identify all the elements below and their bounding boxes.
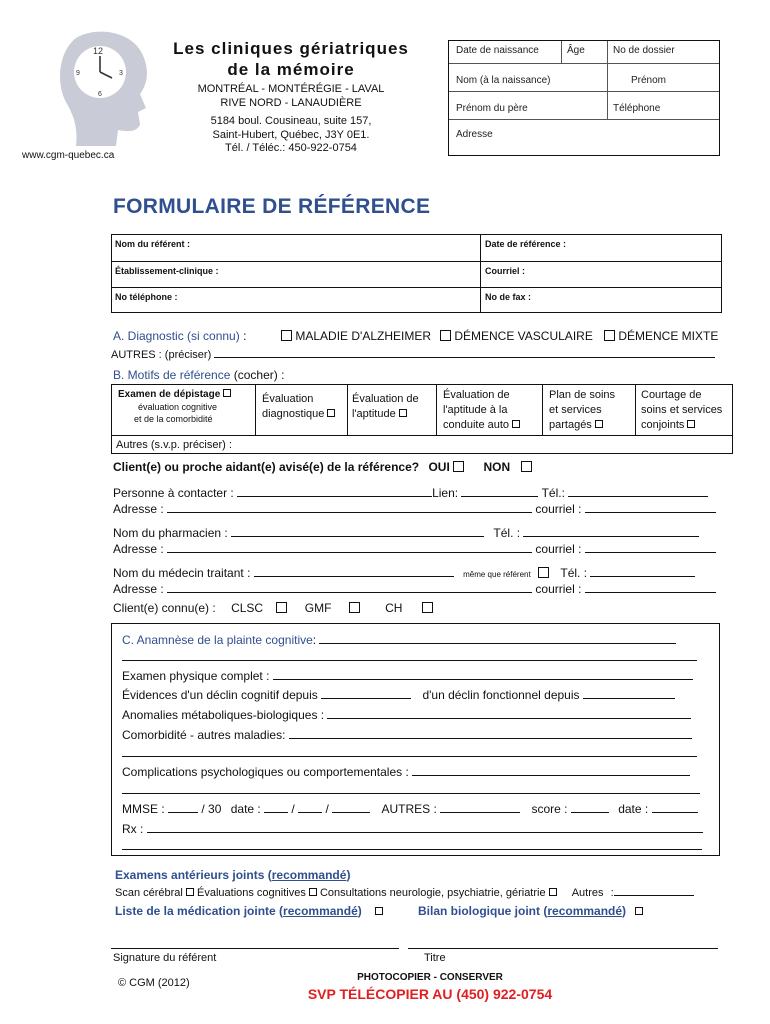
doctor-address-input[interactable]: [167, 583, 532, 593]
brokerage-line1: Courtage de: [641, 389, 702, 401]
screening-label: Examen de dépistage: [118, 389, 221, 400]
other-test-input[interactable]: [440, 803, 520, 813]
vascular-option[interactable]: [440, 329, 593, 343]
exams-title: Examens antérieurs joints: [115, 868, 265, 882]
notified-question: [113, 460, 532, 474]
complications-input[interactable]: [412, 766, 690, 776]
screening-sub2: et de la comorbidité: [134, 414, 213, 424]
mmse-label: MMSE :: [122, 802, 165, 816]
mmse-date-label: date :: [230, 802, 261, 816]
notified-no-checkbox[interactable]: [521, 461, 532, 472]
complaint-input-2[interactable]: [122, 651, 697, 661]
medication-recommended: recommandé: [283, 904, 358, 918]
patient-phone-field[interactable]: Téléphone: [613, 103, 661, 114]
notified-yes-checkbox[interactable]: [453, 461, 464, 472]
contact-person-label: Personne à contacter :: [113, 486, 234, 500]
alzheimer-label: MALADIE D'ALZHEIMER: [295, 329, 431, 343]
checkbox-icon[interactable]: [223, 389, 231, 397]
doctor-input[interactable]: [254, 567, 454, 577]
referent-table: [111, 234, 722, 313]
exams-heading: Examens antérieurs joints (recommandé): [115, 868, 351, 882]
father-name-field[interactable]: Prénom du père: [456, 103, 528, 114]
comorbidity-row: [122, 728, 692, 742]
mmse-row: MMSE : / 30 date : / / AUTRES : score : date :: [122, 802, 698, 816]
section-c-box: [111, 623, 720, 856]
doctor-tel-label: Tél. :: [560, 566, 588, 580]
clsc-label: CLSC: [231, 601, 264, 615]
contact-address-label: Adresse :: [113, 502, 164, 516]
section-b-instruction: (cocher) :: [233, 368, 285, 382]
fax-field[interactable]: No de fax :: [485, 292, 532, 302]
doctor-tel-input[interactable]: [590, 567, 695, 577]
clinic-name: [160, 38, 422, 80]
section-c-title: C. Anamnèse de la plainte cognitive: [122, 633, 313, 647]
section-a: [113, 329, 246, 343]
diagnostic-other[interactable]: [111, 348, 715, 361]
decline-row: [122, 688, 675, 702]
ch-label: CH: [385, 601, 403, 615]
contact-email-label: courriel :: [535, 502, 582, 516]
mmse-month-input[interactable]: [298, 803, 322, 813]
motifs-other-field[interactable]: Autres (s.v.p. préciser) :: [116, 439, 232, 451]
driving-eval-line2: l'aptitude à la: [443, 404, 508, 416]
brain-scan-label: Scan cérébral: [115, 887, 183, 899]
doctor-label: Nom du médecin traitant :: [113, 566, 251, 580]
svg-text:6: 6: [98, 91, 102, 98]
checkbox-icon[interactable]: [399, 409, 407, 417]
care-plan-line1: Plan de soins: [549, 389, 616, 401]
complications-label: Complications psychologiques ou comportementales :: [122, 765, 409, 779]
mixed-label: DÉMENCE MIXTE: [618, 329, 719, 343]
referent-name-field[interactable]: Nom du référent :: [115, 239, 191, 249]
pharmacist-address-input[interactable]: [167, 543, 532, 553]
comorbidity-label: Comorbidité - autres maladies:: [122, 728, 286, 742]
diagnostic-eval-line1: Évaluation: [262, 393, 314, 405]
photocopy-notice: PHOTOCOPIER - CONSERVER: [357, 972, 503, 983]
exams-recommended: recommandé: [271, 868, 347, 882]
bloodwork-row: Bilan biologique joint (recommandé): [418, 904, 643, 918]
clinic-info: [160, 83, 422, 156]
contact-person-input[interactable]: [237, 487, 432, 497]
section-b-heading: [113, 368, 284, 382]
mmse-day-input[interactable]: [264, 803, 288, 813]
vascular-label: DÉMENCE VASCULAIRE: [454, 329, 593, 343]
same-as-referent-checkbox[interactable]: [538, 567, 549, 578]
care-plan-line3: partagés: [549, 419, 592, 431]
pharmacist-address-label: Adresse :: [113, 542, 164, 556]
title-label: Titre: [424, 952, 446, 964]
complications-input-2[interactable]: [122, 784, 700, 794]
mmse-score-input[interactable]: [168, 803, 198, 813]
cognitive-decline-input[interactable]: [321, 689, 411, 699]
brokerage-option[interactable]: [641, 388, 722, 433]
care-plan-option[interactable]: [549, 388, 615, 433]
diagnostic-eval-option[interactable]: [262, 392, 335, 422]
aptitude-eval-option[interactable]: [352, 392, 419, 422]
pharmacist-row: [113, 526, 699, 540]
doctor-email-input[interactable]: [585, 583, 716, 593]
other-score-label: score :: [531, 802, 568, 816]
address-line1: 5184 boul. Cousineau, suite 157,: [210, 115, 372, 127]
doctor-row: [113, 566, 695, 580]
website-link[interactable]: www.cgm-quebec.ca: [22, 150, 115, 161]
cognitive-eval-checkbox[interactable]: [309, 888, 317, 896]
mmse-max: / 30: [201, 802, 222, 816]
patient-address-field[interactable]: Adresse: [456, 129, 493, 140]
medication-row: Liste de la médication jointe (recommandé): [115, 904, 383, 918]
address-line2: Saint-Hubert, Québec, J3Y 0E1.: [212, 128, 370, 141]
establishment-field[interactable]: Établissement-clinique :: [115, 266, 219, 276]
section-c-colon: :: [312, 633, 317, 647]
other-test-label: AUTRES :: [381, 802, 437, 816]
svg-text:12: 12: [93, 46, 104, 56]
complaint-input[interactable]: [319, 634, 676, 644]
rx-label: Rx :: [122, 822, 144, 836]
regions-line2: RIVE NORD - LANAUDIÈRE: [220, 96, 362, 109]
checkbox-icon[interactable]: [604, 330, 615, 341]
contact-address-row: [113, 502, 716, 516]
aptitude-eval-line1: Évaluation de: [352, 393, 419, 405]
motifs-table: [111, 384, 733, 454]
metabolic-label: Anomalies métaboliques-biologiques :: [122, 708, 325, 722]
file-no-field[interactable]: No de dossier: [613, 45, 675, 56]
clinic-name-line2: de la mémoire: [227, 60, 355, 79]
medication-checkbox[interactable]: [375, 907, 383, 915]
name-field[interactable]: Nom (à la naissance): [456, 75, 551, 86]
notified-yes-label: OUI: [428, 460, 450, 474]
complications-row: [122, 765, 690, 779]
section-b-title: B. Motifs de référence: [113, 368, 231, 382]
pharmacist-address-row: [113, 542, 716, 556]
rx-input-2[interactable]: [122, 840, 702, 850]
section-a-title: A. Diagnostic (si connu): [113, 329, 240, 343]
bloodwork-checkbox[interactable]: [635, 907, 643, 915]
first-name-field[interactable]: Prénom: [631, 75, 667, 86]
checkbox-icon[interactable]: [687, 420, 695, 428]
checkbox-icon[interactable]: [327, 409, 335, 417]
pharmacist-email-label: courriel :: [535, 542, 582, 556]
care-plan-line2: et services: [549, 404, 602, 416]
brain-scan-checkbox[interactable]: [186, 888, 194, 896]
medication-label: Liste de la médication jointe: [115, 904, 276, 918]
screening-option[interactable]: [118, 389, 231, 425]
signature-label: Signature du référent: [113, 952, 217, 964]
relation-label: Lien:: [432, 486, 459, 500]
contact-person-row: [113, 486, 708, 500]
regions-line1: MONTRÉAL - MONTÉRÉGIE - LAVAL: [197, 83, 385, 95]
rx-input[interactable]: [147, 823, 703, 833]
clsc-checkbox[interactable]: [276, 602, 287, 613]
contact-address-input[interactable]: [167, 503, 532, 513]
svg-text:9: 9: [76, 70, 80, 77]
ch-checkbox[interactable]: [422, 602, 433, 613]
driving-eval-option[interactable]: [443, 388, 520, 433]
comorbidity-input[interactable]: [289, 729, 692, 739]
checkbox-icon[interactable]: [440, 330, 451, 341]
fax-notice: SVP TÉLÉCOPIER AU (450) 922-0754: [307, 986, 553, 1002]
contact-tel-input[interactable]: [568, 487, 708, 497]
svg-text:3: 3: [119, 70, 123, 77]
title-line[interactable]: [408, 948, 718, 949]
brokerage-line3: conjoints: [641, 419, 685, 431]
checkbox-icon[interactable]: [512, 420, 520, 428]
driving-eval-line1: Évaluation de: [443, 389, 510, 401]
signature-line[interactable]: [111, 948, 399, 949]
functional-decline-label: d'un déclin fonctionnel depuis: [422, 688, 580, 702]
rx-row: [122, 822, 703, 836]
copyright: © CGM (2012): [118, 977, 190, 989]
bloodwork-label: Bilan biologique joint: [418, 904, 540, 918]
other-date-label: date :: [618, 802, 649, 816]
email-field[interactable]: Courriel :: [485, 266, 526, 276]
known-client-label: Client(e) connu(e) :: [113, 601, 216, 615]
clinic-logo-icon: [56, 28, 156, 146]
pharmacist-email-input[interactable]: [585, 543, 716, 553]
functional-decline-input[interactable]: [583, 689, 675, 699]
checkbox-icon[interactable]: [595, 420, 603, 428]
doctor-address-row: [113, 582, 716, 596]
consultations-label: Consultations neurologie, psychiatrie, gériatrie: [319, 887, 546, 899]
section-a-colon: :: [243, 329, 247, 343]
metabolic-row: [122, 708, 691, 722]
other-date-input[interactable]: [652, 803, 698, 813]
diagnostic-other-input[interactable]: [214, 348, 715, 358]
same-as-referent-label: même que référent: [463, 570, 531, 579]
diagnostic-other-label: AUTRES : (préciser): [111, 349, 212, 361]
aptitude-eval-line2: l'aptitude: [352, 408, 396, 420]
pharmacist-label: Nom du pharmacien :: [113, 526, 228, 540]
phone-field[interactable]: No téléphone :: [115, 292, 178, 302]
notified-no-label: NON: [483, 460, 511, 474]
mmse-year-input[interactable]: [332, 803, 370, 813]
exams-other-label: Autres: [571, 887, 604, 899]
doctor-email-label: courriel :: [535, 582, 582, 596]
screening-sub1: évaluation cognitive: [138, 402, 218, 412]
metabolic-input[interactable]: [327, 709, 691, 719]
mixed-option[interactable]: [604, 329, 718, 343]
contact-tel-label: Tél.:: [541, 486, 565, 500]
exams-other-input[interactable]: [614, 886, 694, 896]
pharmacist-tel-label: Tél. :: [493, 526, 521, 540]
driving-eval-line3: conduite auto: [443, 419, 510, 431]
physical-exam-label: Examen physique complet :: [122, 669, 270, 683]
bloodwork-recommended: recommandé: [547, 904, 623, 918]
form-title: FORMULAIRE DE RÉFÉRENCE: [113, 195, 431, 218]
physical-exam-input[interactable]: [273, 670, 693, 680]
other-score-input[interactable]: [571, 803, 609, 813]
referral-date-field[interactable]: Date de référence :: [485, 239, 567, 249]
relation-input[interactable]: [461, 487, 538, 497]
cognitive-decline-label: Évidences d'un déclin cognitif depuis: [122, 688, 318, 702]
contact-email-input[interactable]: [585, 503, 716, 513]
brokerage-line2: soins et services: [641, 404, 723, 416]
doctor-address-label: Adresse :: [113, 582, 164, 596]
physical-exam-row: [122, 669, 693, 683]
dob-field[interactable]: Date de naissance: [456, 45, 539, 56]
checkbox-icon[interactable]: [281, 330, 292, 341]
clinic-phone: Tél. / Téléc.: 450-922-0754: [225, 142, 357, 154]
gmf-checkbox[interactable]: [349, 602, 360, 613]
diagnostic-eval-line2: diagnostique: [262, 408, 325, 420]
section-c-heading: [122, 633, 676, 647]
consultations-checkbox[interactable]: [549, 888, 557, 896]
cognitive-eval-label: Évaluations cognitives: [197, 887, 306, 899]
notified-question-label: Client(e) ou proche aidant(e) avisé(e) de la référence?: [113, 460, 420, 474]
exams-other-colon: :: [610, 887, 614, 899]
comorbidity-input-2[interactable]: [122, 747, 697, 757]
patient-id-box: [448, 40, 720, 156]
age-field[interactable]: Âge: [567, 45, 585, 56]
known-client-row: [113, 601, 433, 615]
alzheimer-option[interactable]: [281, 329, 431, 343]
clinic-name-line1: Les cliniques gériatriques: [173, 39, 409, 58]
pharmacist-tel-input[interactable]: [523, 527, 699, 537]
gmf-label: GMF: [304, 601, 332, 615]
pharmacist-input[interactable]: [231, 527, 484, 537]
exams-options-row: [115, 886, 694, 899]
